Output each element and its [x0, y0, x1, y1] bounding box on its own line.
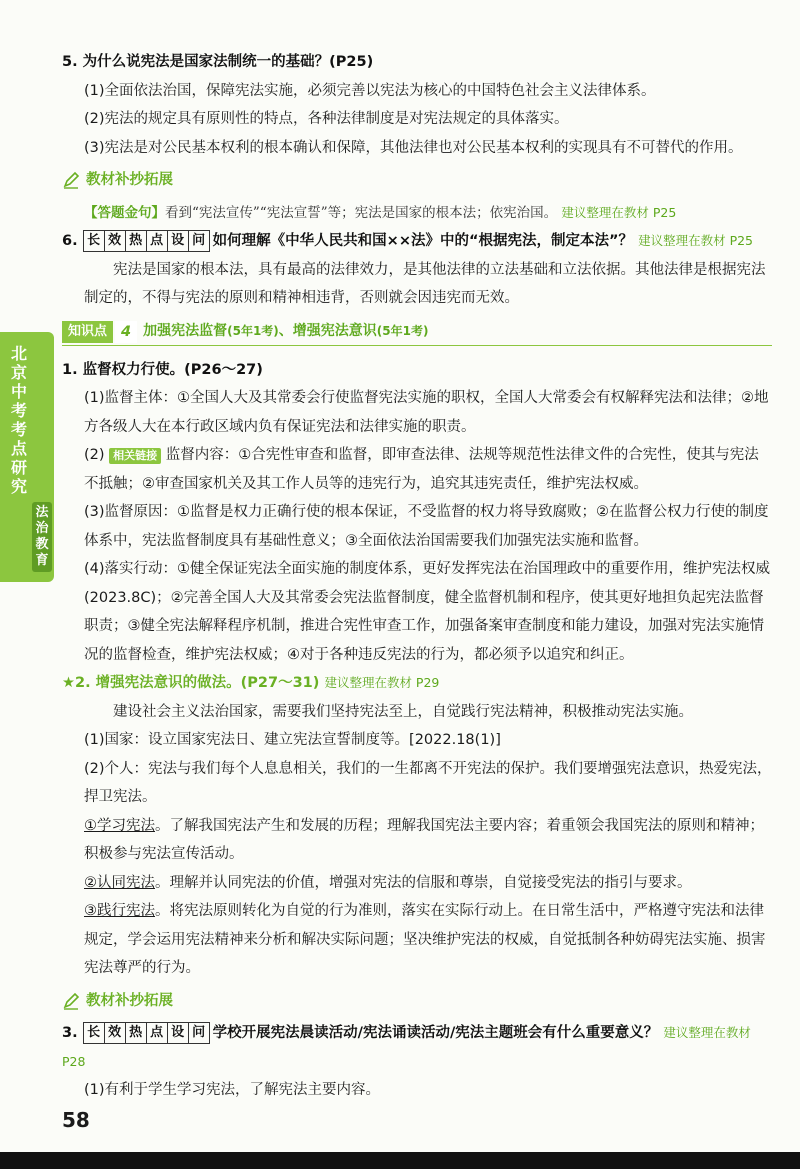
s2-b3-key: ③践行宪法: [84, 903, 155, 919]
s1-answer-4: (4)落实行动：①健全保证宪法全面实施的制度体系，更好发挥宪法在治国理政中的重要作用，维护宪法权威(2023.8C)；②完善全国人大及其常委会宪法监督制度，健全监督机制和程序，使其更好地担负起宪法监督职责；③健全宪法解释程序机制，推进合宪性审查工作，加强备案审查制度和能力建设，加强对宪法实施情况的监督检查，维护宪法权威；④对于各种违反宪法的行为，都必须予以追究和纠正。: [84, 561, 771, 663]
s2-bullet-1: [62, 812, 772, 869]
s2-b1-key: ①学习宪法: [84, 817, 155, 834]
q3-title: 学校开展宪法晨读活动/宪法诵读活动/宪法主题班会有什么重要意义？: [212, 1025, 659, 1041]
s2-b2-text: 。理解并认同宪法的价值，增强对宪法的信服和尊崇，自觉接受宪法的指引与要求。: [155, 874, 692, 891]
bottom-edge: [0, 1152, 800, 1169]
q6-tip: 建议整理在教材 P25: [638, 233, 754, 248]
extension-label: 教材补抄拓展: [86, 172, 173, 188]
s2-answer-1: (1)国家：设立国家宪法日、建立宪法宣誓制度等。[2022.18(1)]: [84, 732, 501, 748]
s2-title-text: 2. 增强宪法意识的做法。(P27～31): [75, 675, 320, 691]
q6-answer: 宪法是国家的根本法，具有最高的法律效力，是其他法律的立法基础和立法依据。其他法律是根据宪法制定的，不得与宪法的原则和精神相违背，否则就会因违宪而无效。: [84, 261, 766, 306]
section-2-title: [62, 669, 772, 698]
q5-answer-1: (1)全面依法治国，保障宪法实施，必须完善以宪法为核心的中国特色社会主义法律体系。: [84, 82, 656, 99]
q3-number: 3.: [62, 1025, 78, 1041]
kp-count-b: (5年1考): [376, 324, 429, 339]
kp-title-b: 、增强宪法意识: [278, 323, 377, 340]
pen-icon: [62, 992, 80, 1010]
hot-box: 长: [83, 1022, 105, 1044]
hot-box: 问: [188, 1022, 210, 1044]
hot-box: 效: [104, 230, 126, 252]
q3-tip: 建议整理在教材 P28: [62, 1025, 751, 1069]
s2-bullet-2: [62, 869, 772, 898]
knowledge-point-header: [62, 319, 772, 346]
extension-heading-1: [62, 166, 772, 195]
q3-answer-1: (1)有利于学生学习宪法，了解宪法主要内容。: [84, 1082, 381, 1098]
related-link-tag: 相关链接: [109, 448, 161, 464]
s2-answer-2: (2)个人：宪法与我们每个人息息相关，我们的一生都离不开宪法的保护。我们要增强宪法意识，热爱宪法，捍卫宪法。: [84, 760, 772, 805]
s2-bullet-3: [62, 897, 772, 983]
extension-label: 教材补抄拓展: [86, 992, 173, 1009]
subject-label: 法治教育: [32, 502, 52, 572]
question-5-title: 5. 为什么说宪法是国家法制统一的基础？(P25): [62, 54, 374, 70]
hot-box: 长: [83, 230, 105, 252]
side-tab: [0, 332, 54, 582]
series-label: 北京中考考点研究: [10, 344, 27, 496]
hot-question-boxes: [83, 1022, 209, 1044]
s1-a2-text: 监督内容：①合宪性审查和监督，即审查法律、法规等规范性法律文件的合宪性，使其与宪法不抵触；②审查国家机关及其工作人员等的违宪行为，追究其违宪责任，维护宪法权威。: [84, 447, 759, 492]
knowledge-point-title: [143, 317, 428, 346]
hot-box: 设: [167, 1022, 189, 1044]
s1-a2-prefix: (2): [84, 447, 105, 463]
s2-tip: 建议整理在教材 P29: [324, 675, 440, 690]
s2-b1-text: 。了解我国宪法产生和发展的历程；理解我国宪法主要内容；着重领会我国宪法的原则和精神；积极参与宪法宣传活动。: [84, 817, 764, 862]
q6-number: 6.: [62, 233, 78, 249]
q5-answer-3: (3)宪法是对公民基本权利的根本确认和保障，其他法律也对公民基本权利的实现具有不可替代的作用。: [84, 139, 743, 156]
knowledge-point-tag: 知识点: [62, 321, 113, 343]
s2-b3-text: 。将宪法原则转化为自觉的行为准则，落实在实际行动上。在日常生活中，严格遵守宪法和法律规定，学会运用宪法精神来分析和解决实际问题；坚决维护宪法的权威，自觉抵制各种妨碍宪法实施、损害宪法尊严的行为。: [84, 903, 766, 976]
hot-box: 点: [146, 230, 168, 252]
kp-title-a: 加强宪法监督: [143, 323, 228, 340]
s1-answer-2: [62, 441, 772, 498]
page-content: [62, 48, 772, 1105]
q6-title: 如何理解《中华人民共和国××法》中的“根据宪法，制定本法”？: [212, 233, 634, 249]
answer-bracket: 【答题金句】: [84, 204, 165, 221]
answer-phrase: [62, 199, 772, 228]
knowledge-point-number: 4: [115, 321, 137, 343]
star-icon: ★: [62, 675, 75, 691]
hot-box: 热: [125, 1022, 147, 1044]
answer-text: 看到“宪法宣传”“宪法宣誓”等；宪法是国家的根本法；依宪治国。: [165, 204, 558, 221]
q5-answer-2: (2)宪法的规定具有原则性的特点，各种法律制度是对宪法规定的具体落实。: [84, 111, 569, 127]
hot-box: 效: [104, 1022, 126, 1044]
extension-heading-2: [62, 987, 772, 1016]
hot-box: 设: [167, 230, 189, 252]
s1-answer-3: (3)监督原因：①监督是权力正确行使的根本保证，不受监督的权力将导致腐败；②在监督公权力行使的制度体系中，宪法监督制度具有基础性意义；③全面依法治国需要我们加强宪法实施和监督。: [84, 504, 769, 549]
hot-box: 热: [125, 230, 147, 252]
kp-count-a: (5年1考): [227, 324, 279, 339]
section-1-title: 1. 监督权力行使。(P26～27): [62, 361, 263, 378]
answer-tip: 建议整理在教材 P25: [561, 204, 677, 220]
s2-intro: 建设社会主义法治国家，需要我们坚持宪法至上，自觉践行宪法精神，积极推动宪法实施。: [113, 703, 693, 720]
question-6: [62, 227, 772, 256]
s2-b2-key: ②认同宪法: [84, 874, 155, 891]
hot-box: 问: [188, 230, 210, 252]
page-number: 58: [62, 1108, 90, 1132]
hot-box: 点: [146, 1022, 168, 1044]
s1-answer-1: (1)监督主体：①全国人大及其常委会行使监督宪法实施的职权，全国人大常委会有权解释宪法和法律；②地方各级人大在本行政区域内负有保证宪法和法律实施的职责。: [84, 390, 769, 435]
question-3: [62, 1019, 772, 1076]
hot-question-boxes: [83, 230, 209, 252]
pen-icon: [62, 171, 80, 189]
